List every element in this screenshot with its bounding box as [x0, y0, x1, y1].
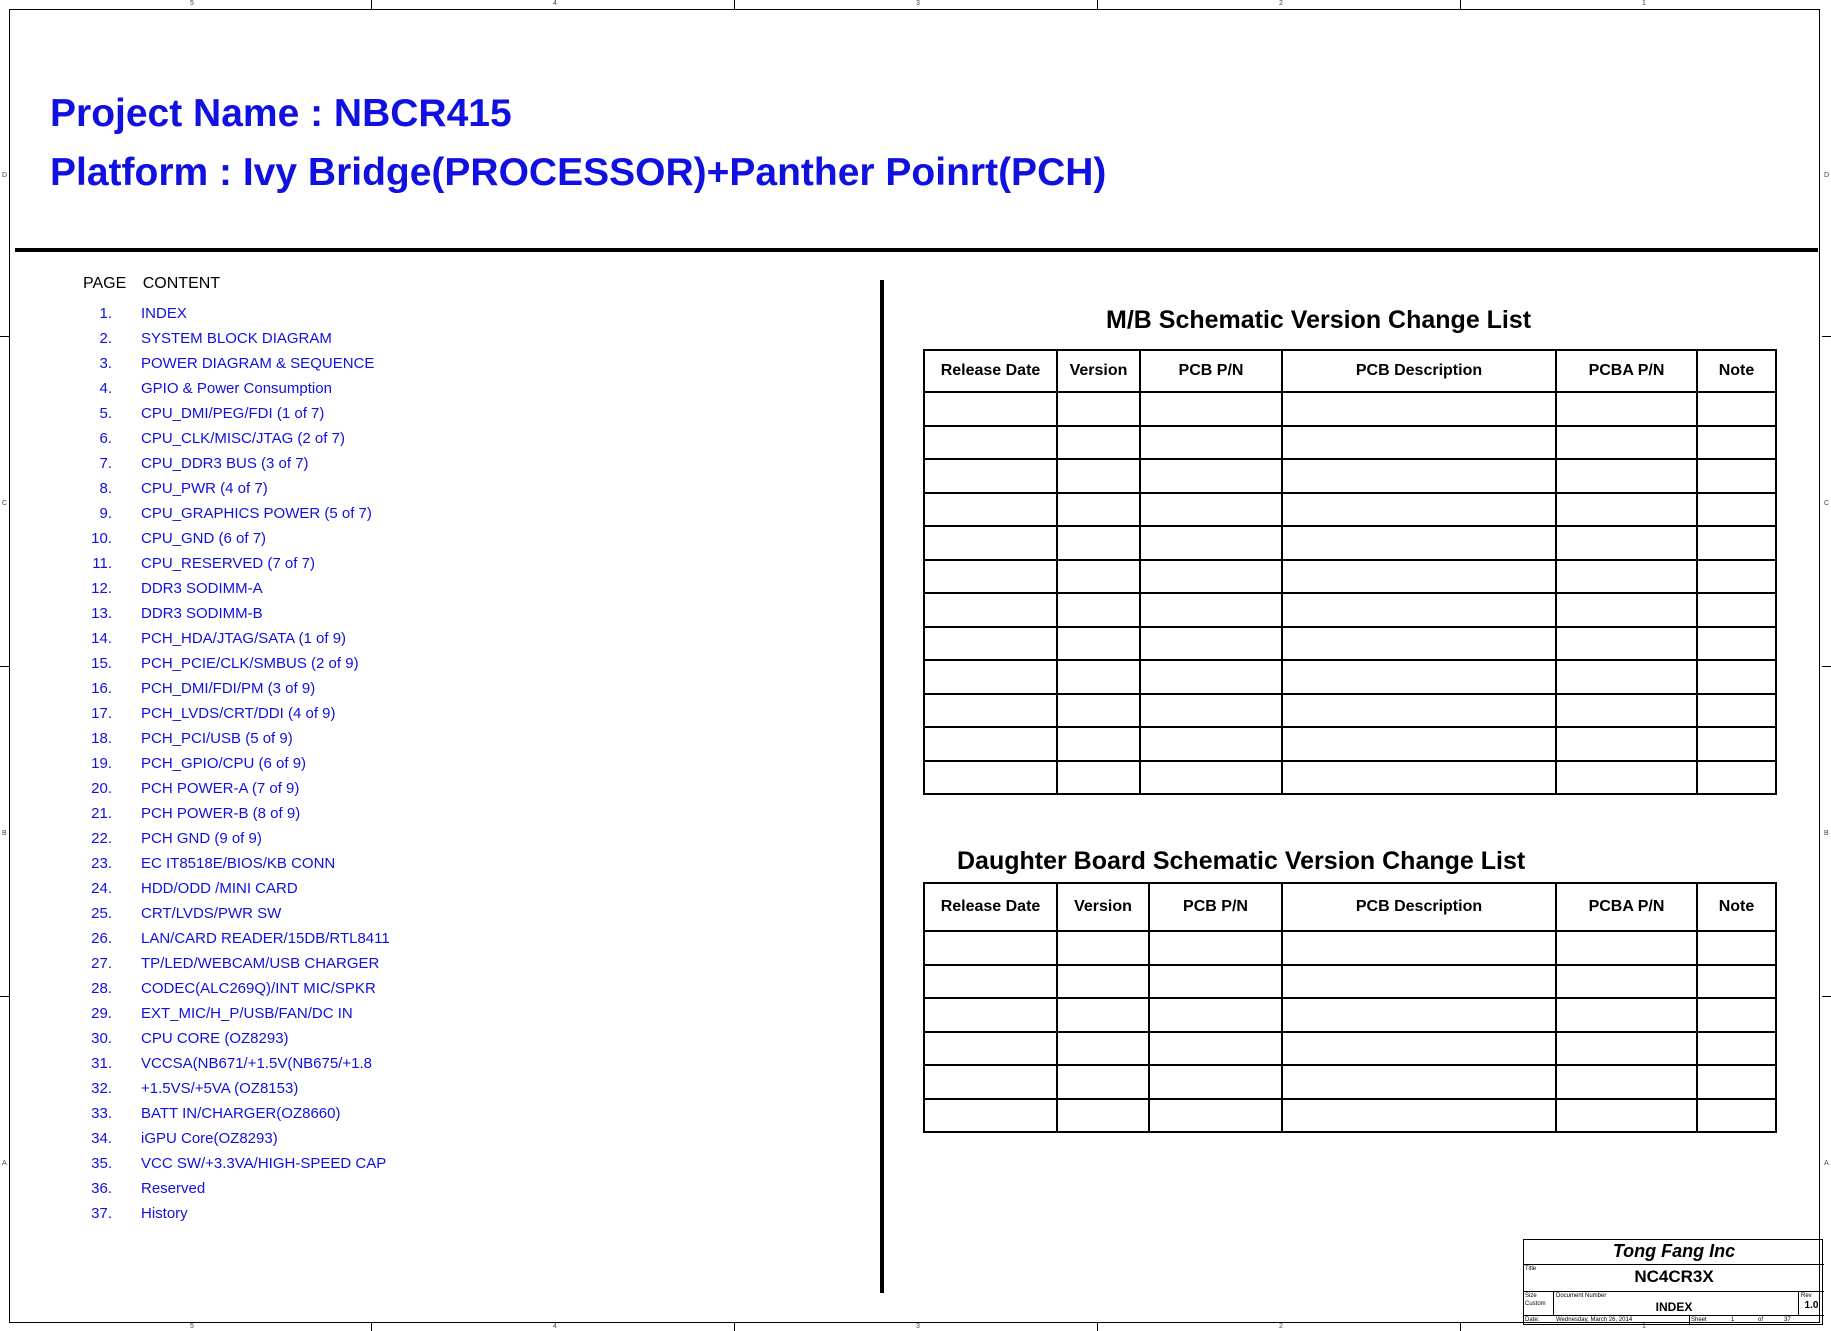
zone-tick: [371, 0, 372, 9]
table-cell: [924, 426, 1057, 460]
page-title: CODEC(ALC269Q)/INT MIC/SPKR: [141, 980, 376, 997]
table-cell: [1282, 998, 1556, 1032]
company-name: Tong Fang Inc: [1612, 1241, 1736, 1261]
page-title: VCCSA(NB671/+1.5V(NB675/+1.8: [141, 1055, 372, 1072]
header-cell: Release Date: [924, 883, 1057, 931]
page-number: 2.: [99, 330, 112, 347]
table-cell: [1697, 931, 1776, 965]
db-version-table: [923, 882, 1777, 1133]
page-number: 4.: [99, 380, 112, 397]
table-cell: [1057, 694, 1140, 728]
page-title: HDD/ODD /MINI CARD: [141, 880, 298, 897]
size-value: Custom: [1525, 1301, 1546, 1307]
table-cell: [1057, 965, 1149, 999]
table-cell: [1697, 593, 1776, 627]
header-cell: Note: [1697, 883, 1776, 931]
page-number: 14.: [91, 630, 112, 647]
page-title: +1.5VS/+5VA (OZ8153): [141, 1080, 299, 1097]
table-cell: [1697, 627, 1776, 661]
page-number: 8.: [99, 480, 112, 497]
zone-tick: [371, 1322, 372, 1331]
table-cell: [1697, 392, 1776, 426]
page-number: 33.: [91, 1105, 112, 1122]
page-number: 10.: [91, 530, 112, 547]
header-cell: PCB P/N: [1140, 350, 1282, 392]
table-row: [924, 931, 1776, 965]
header-cell: Version: [1057, 883, 1149, 931]
page-title: PCH GND (9 of 9): [141, 830, 262, 847]
table-cell: [1282, 694, 1556, 728]
zone-label: D: [1824, 172, 1830, 179]
header-cell: PCBA P/N: [1556, 350, 1697, 392]
page-title: iGPU Core(OZ8293): [141, 1130, 278, 1147]
page-number: 19.: [91, 755, 112, 772]
vertical-divider: [880, 280, 884, 1293]
zone-tick: [1822, 666, 1831, 667]
table-cell: [1057, 493, 1140, 527]
page-number: 11.: [92, 555, 112, 572]
zone-label: 1: [1642, 0, 1646, 7]
page-number: 18.: [91, 730, 112, 747]
table-cell: [1140, 493, 1282, 527]
table-cell: [1140, 459, 1282, 493]
table-cell: [924, 1065, 1057, 1099]
table-cell: [1057, 392, 1140, 426]
page-number: 35.: [91, 1155, 112, 1172]
table-cell: [1140, 392, 1282, 426]
page-number: 23.: [91, 855, 112, 872]
table-cell: [1282, 593, 1556, 627]
table-row: [924, 1065, 1776, 1099]
table-cell: [1057, 761, 1140, 795]
table-cell: [1149, 1065, 1282, 1099]
table-cell: [1697, 998, 1776, 1032]
divider: [1524, 1315, 1824, 1316]
table-cell: [1282, 931, 1556, 965]
zone-label: 3: [916, 1323, 920, 1330]
zone-tick: [734, 1322, 735, 1331]
table-cell: [1697, 727, 1776, 761]
docnum-label: Document Number: [1556, 1293, 1607, 1299]
page-number: 26.: [91, 930, 112, 947]
table-cell: [924, 761, 1057, 795]
page-title: POWER DIAGRAM & SEQUENCE: [141, 355, 375, 372]
page-title: Reserved: [141, 1180, 206, 1197]
table-cell: [924, 660, 1057, 694]
table-cell: [1140, 627, 1282, 661]
table-cell: [1556, 627, 1697, 661]
page-title: PCH POWER-B (8 of 9): [141, 805, 301, 822]
table-cell: [1556, 459, 1697, 493]
table-row: [924, 660, 1776, 694]
zone-label: B: [2, 830, 7, 837]
of-label: of: [1758, 1317, 1764, 1323]
page-title: PCH_LVDS/CRT/DDI (4 of 9): [141, 705, 336, 722]
zone-label: A: [1824, 1160, 1829, 1167]
table-cell: [1057, 1032, 1149, 1066]
table-cell: [1057, 660, 1140, 694]
header-cell: PCB Description: [1282, 883, 1556, 931]
table-cell: [1140, 526, 1282, 560]
table-cell: [1556, 727, 1697, 761]
table-cell: [1697, 560, 1776, 594]
header-cell: PCBA P/N: [1556, 883, 1697, 931]
table-row: [924, 526, 1776, 560]
table-cell: [1282, 560, 1556, 594]
page-number: 12.: [91, 580, 112, 597]
db-table-title: Daughter Board Schematic Version Change List: [957, 847, 1526, 875]
table-cell: [1556, 660, 1697, 694]
table-cell: [1057, 931, 1149, 965]
table-cell: [1697, 426, 1776, 460]
page-title: CRT/LVDS/PWR SW: [141, 905, 282, 922]
drawing-title: NC4CR3X: [1634, 1267, 1714, 1286]
table-cell: [1140, 593, 1282, 627]
page-number: 13.: [91, 605, 112, 622]
page-title: BATT IN/CHARGER(OZ8660): [141, 1105, 341, 1122]
table-cell: [1697, 493, 1776, 527]
zone-label: C: [1824, 500, 1830, 507]
page-content-header: [83, 275, 232, 293]
header-cell: Note: [1697, 350, 1776, 392]
table-cell: [1282, 660, 1556, 694]
table-row: [924, 593, 1776, 627]
table-cell: [1282, 965, 1556, 999]
page-number: 20.: [91, 780, 112, 797]
sheet-label: Sheet: [1691, 1317, 1707, 1323]
divider: [1524, 1291, 1824, 1292]
zone-tick: [0, 996, 9, 997]
zone-tick: [1097, 0, 1098, 9]
size-label: Size: [1525, 1293, 1537, 1299]
page-number: 31.: [91, 1055, 112, 1072]
page-number: 27.: [91, 955, 112, 972]
project-name-title: Project Name : NBCR415: [50, 92, 512, 135]
page-number: 22.: [91, 830, 112, 847]
zone-label: 1: [1642, 1323, 1646, 1330]
table-cell: [1057, 627, 1140, 661]
table-cell: [924, 526, 1057, 560]
zone-tick: [0, 336, 9, 337]
table-cell: [1697, 1065, 1776, 1099]
table-cell: [1140, 727, 1282, 761]
table-row: [924, 459, 1776, 493]
zone-label: 2: [1279, 1323, 1283, 1330]
page-title: LAN/CARD READER/15DB/RTL8411: [141, 930, 390, 947]
page-number: 5.: [99, 405, 112, 422]
table-cell: [924, 1032, 1057, 1066]
table-cell: [1282, 1099, 1556, 1133]
page-title: SYSTEM BLOCK DIAGRAM: [141, 330, 332, 347]
divider: [1689, 1315, 1690, 1325]
table-cell: [1282, 392, 1556, 426]
table-cell: [1697, 526, 1776, 560]
page-number: 30.: [91, 1030, 112, 1047]
title-label: Title: [1525, 1266, 1537, 1272]
table-cell: [924, 965, 1057, 999]
page-number: 28.: [91, 980, 112, 997]
page-title: DDR3 SODIMM-A: [141, 580, 263, 597]
table-header-row: [924, 883, 1776, 931]
table-cell: [924, 1099, 1057, 1133]
document-number: INDEX: [1655, 1300, 1693, 1314]
page-title: TP/LED/WEBCAM/USB CHARGER: [141, 955, 380, 972]
date-value: Wednesday, March 26, 2014: [1556, 1317, 1633, 1323]
platform-title: Platform : Ivy Bridge(PROCESSOR)+Panther Poinrt(PCH): [50, 151, 1107, 194]
table-cell: [924, 931, 1057, 965]
table-cell: [1057, 1065, 1149, 1099]
zone-label: 4: [553, 1323, 557, 1330]
sheet-value: 1: [1731, 1317, 1735, 1323]
table-row: [924, 1032, 1776, 1066]
table-cell: [1057, 560, 1140, 594]
table-cell: [1697, 694, 1776, 728]
table-row: [924, 761, 1776, 795]
table-cell: [1556, 694, 1697, 728]
table-row: [924, 627, 1776, 661]
zone-label: 5: [190, 1323, 194, 1330]
table-cell: [1697, 1099, 1776, 1133]
table-cell: [1697, 1032, 1776, 1066]
table-cell: [1282, 761, 1556, 795]
table-cell: [1556, 526, 1697, 560]
table-cell: [924, 459, 1057, 493]
table-cell: [924, 392, 1057, 426]
zone-tick: [734, 0, 735, 9]
table-cell: [1282, 1065, 1556, 1099]
page-number: 16.: [91, 680, 112, 697]
header-cell: PCB P/N: [1149, 883, 1282, 931]
table-cell: [924, 627, 1057, 661]
table-cell: [1140, 761, 1282, 795]
page-title: CPU_GND (6 of 7): [141, 530, 267, 547]
table-cell: [1556, 965, 1697, 999]
table-cell: [1697, 660, 1776, 694]
zone-label: D: [2, 172, 8, 179]
mb-table-title: M/B Schematic Version Change List: [1106, 306, 1532, 334]
header-divider: [15, 248, 1818, 252]
zone-tick: [1097, 1322, 1098, 1331]
table-row: [924, 727, 1776, 761]
table-cell: [1140, 694, 1282, 728]
table-row: [924, 1099, 1776, 1133]
table-cell: [924, 560, 1057, 594]
table-cell: [1057, 727, 1140, 761]
table-cell: [1149, 965, 1282, 999]
table-cell: [1140, 560, 1282, 594]
zone-label: 3: [916, 0, 920, 7]
zone-tick: [0, 666, 9, 667]
page-number: 24.: [91, 880, 112, 897]
table-cell: [924, 593, 1057, 627]
table-cell: [1697, 965, 1776, 999]
table-cell: [1057, 1099, 1149, 1133]
table-cell: [1556, 761, 1697, 795]
page-title: PCH_PCI/USB (5 of 9): [141, 730, 293, 747]
table-cell: [924, 493, 1057, 527]
zone-label: 4: [553, 0, 557, 7]
table-cell: [1057, 593, 1140, 627]
table-cell: [1282, 727, 1556, 761]
page-title: EXT_MIC/H_P/USB/FAN/DC IN: [141, 1005, 353, 1022]
page-number: 15.: [91, 655, 112, 672]
zone-label: A: [2, 1160, 7, 1167]
zone-label: C: [2, 500, 8, 507]
zone-label: B: [1824, 830, 1829, 837]
table-cell: [1697, 459, 1776, 493]
zone-label: 5: [190, 0, 194, 7]
header-cell: PCB Description: [1282, 350, 1556, 392]
page-number: 17.: [91, 705, 112, 722]
page-number: 7.: [99, 455, 112, 472]
page-number: 32.: [91, 1080, 112, 1097]
revision: 1.0: [1804, 1300, 1819, 1311]
table-cell: [1149, 931, 1282, 965]
page-title: CPU CORE (OZ8293): [141, 1030, 289, 1047]
table-cell: [1057, 459, 1140, 493]
page-title: VCC SW/+3.3VA/HIGH-SPEED CAP: [141, 1155, 387, 1172]
table-cell: [1057, 526, 1140, 560]
table-cell: [1556, 931, 1697, 965]
table-cell: [1282, 526, 1556, 560]
page-title: CPU_GRAPHICS POWER (5 of 7): [141, 505, 372, 522]
rev-label: Rev: [1801, 1293, 1812, 1299]
table-cell: [1282, 459, 1556, 493]
page-title: History: [141, 1205, 188, 1222]
of-value: 37: [1784, 1317, 1791, 1323]
page-title: PCH POWER-A (7 of 9): [141, 780, 300, 797]
page-number: 1.: [99, 305, 112, 322]
table-cell: [1149, 1099, 1282, 1133]
page-title: DDR3 SODIMM-B: [141, 605, 263, 622]
page-title: CPU_DMI/PEG/FDI (1 of 7): [141, 405, 325, 422]
table-row: [924, 998, 1776, 1032]
table-cell: [1282, 426, 1556, 460]
page-title: PCH_PCIE/CLK/SMBUS (2 of 9): [141, 655, 359, 672]
zone-tick: [1460, 1322, 1461, 1331]
page-number: 37.: [91, 1205, 112, 1222]
zone-tick: [1460, 0, 1461, 9]
zone-label: 2: [1279, 0, 1283, 7]
page-number: 6.: [99, 430, 112, 447]
title-block: [1523, 1239, 1823, 1325]
table-row: [924, 493, 1776, 527]
table-cell: [1057, 998, 1149, 1032]
page-title: INDEX: [141, 305, 187, 322]
page-title: CPU_CLK/MISC/JTAG (2 of 7): [141, 430, 345, 447]
page-number: 34.: [91, 1130, 112, 1147]
page-number: 3.: [99, 355, 112, 372]
header-cell: Release Date: [924, 350, 1057, 392]
table-row: [924, 965, 1776, 999]
table-cell: [1556, 493, 1697, 527]
table-cell: [1556, 426, 1697, 460]
page-title: PCH_HDA/JTAG/SATA (1 of 9): [141, 630, 347, 647]
table-cell: [1282, 1032, 1556, 1066]
table-row: [924, 560, 1776, 594]
page-number: 36.: [91, 1180, 112, 1197]
page-title: CPU_PWR (4 of 7): [141, 480, 268, 497]
page-title: EC IT8518E/BIOS/KB CONN: [141, 855, 336, 872]
mb-version-table: [923, 349, 1777, 795]
table-row: [924, 392, 1776, 426]
page-title: PCH_GPIO/CPU (6 of 9): [141, 755, 307, 772]
table-cell: [1556, 998, 1697, 1032]
table-cell: [1697, 761, 1776, 795]
table-cell: [1282, 493, 1556, 527]
table-cell: [1556, 593, 1697, 627]
table-cell: [1140, 660, 1282, 694]
table-cell: [1282, 627, 1556, 661]
page-title: PCH_DMI/FDI/PM (3 of 9): [141, 680, 316, 697]
page-title: CPU_RESERVED (7 of 7): [141, 555, 315, 572]
table-cell: [1057, 426, 1140, 460]
col-content-label: CONTENT: [142, 275, 221, 292]
table-cell: [1556, 1065, 1697, 1099]
date-label: Date:: [1525, 1317, 1540, 1323]
page-number: 9.: [99, 505, 112, 522]
table-cell: [924, 998, 1057, 1032]
page-number: 21.: [91, 805, 112, 822]
table-header-row: [924, 350, 1776, 392]
zone-tick: [1822, 996, 1831, 997]
table-cell: [1556, 1032, 1697, 1066]
table-cell: [1556, 392, 1697, 426]
table-cell: [1149, 998, 1282, 1032]
header-cell: Version: [1057, 350, 1140, 392]
table-cell: [1140, 426, 1282, 460]
page-number: 25.: [91, 905, 112, 922]
page-number: 29.: [91, 1005, 112, 1022]
table-cell: [1149, 1032, 1282, 1066]
zone-tick: [1822, 336, 1831, 337]
divider: [1524, 1264, 1824, 1265]
table-cell: [924, 694, 1057, 728]
table-row: [924, 694, 1776, 728]
col-page-label: PAGE: [83, 275, 127, 292]
table-cell: [1556, 560, 1697, 594]
page-title: CPU_DDR3 BUS (3 of 7): [141, 455, 309, 472]
table-row: [924, 426, 1776, 460]
table-cell: [1556, 1099, 1697, 1133]
table-cell: [924, 727, 1057, 761]
page-title: GPIO & Power Consumption: [141, 380, 332, 397]
